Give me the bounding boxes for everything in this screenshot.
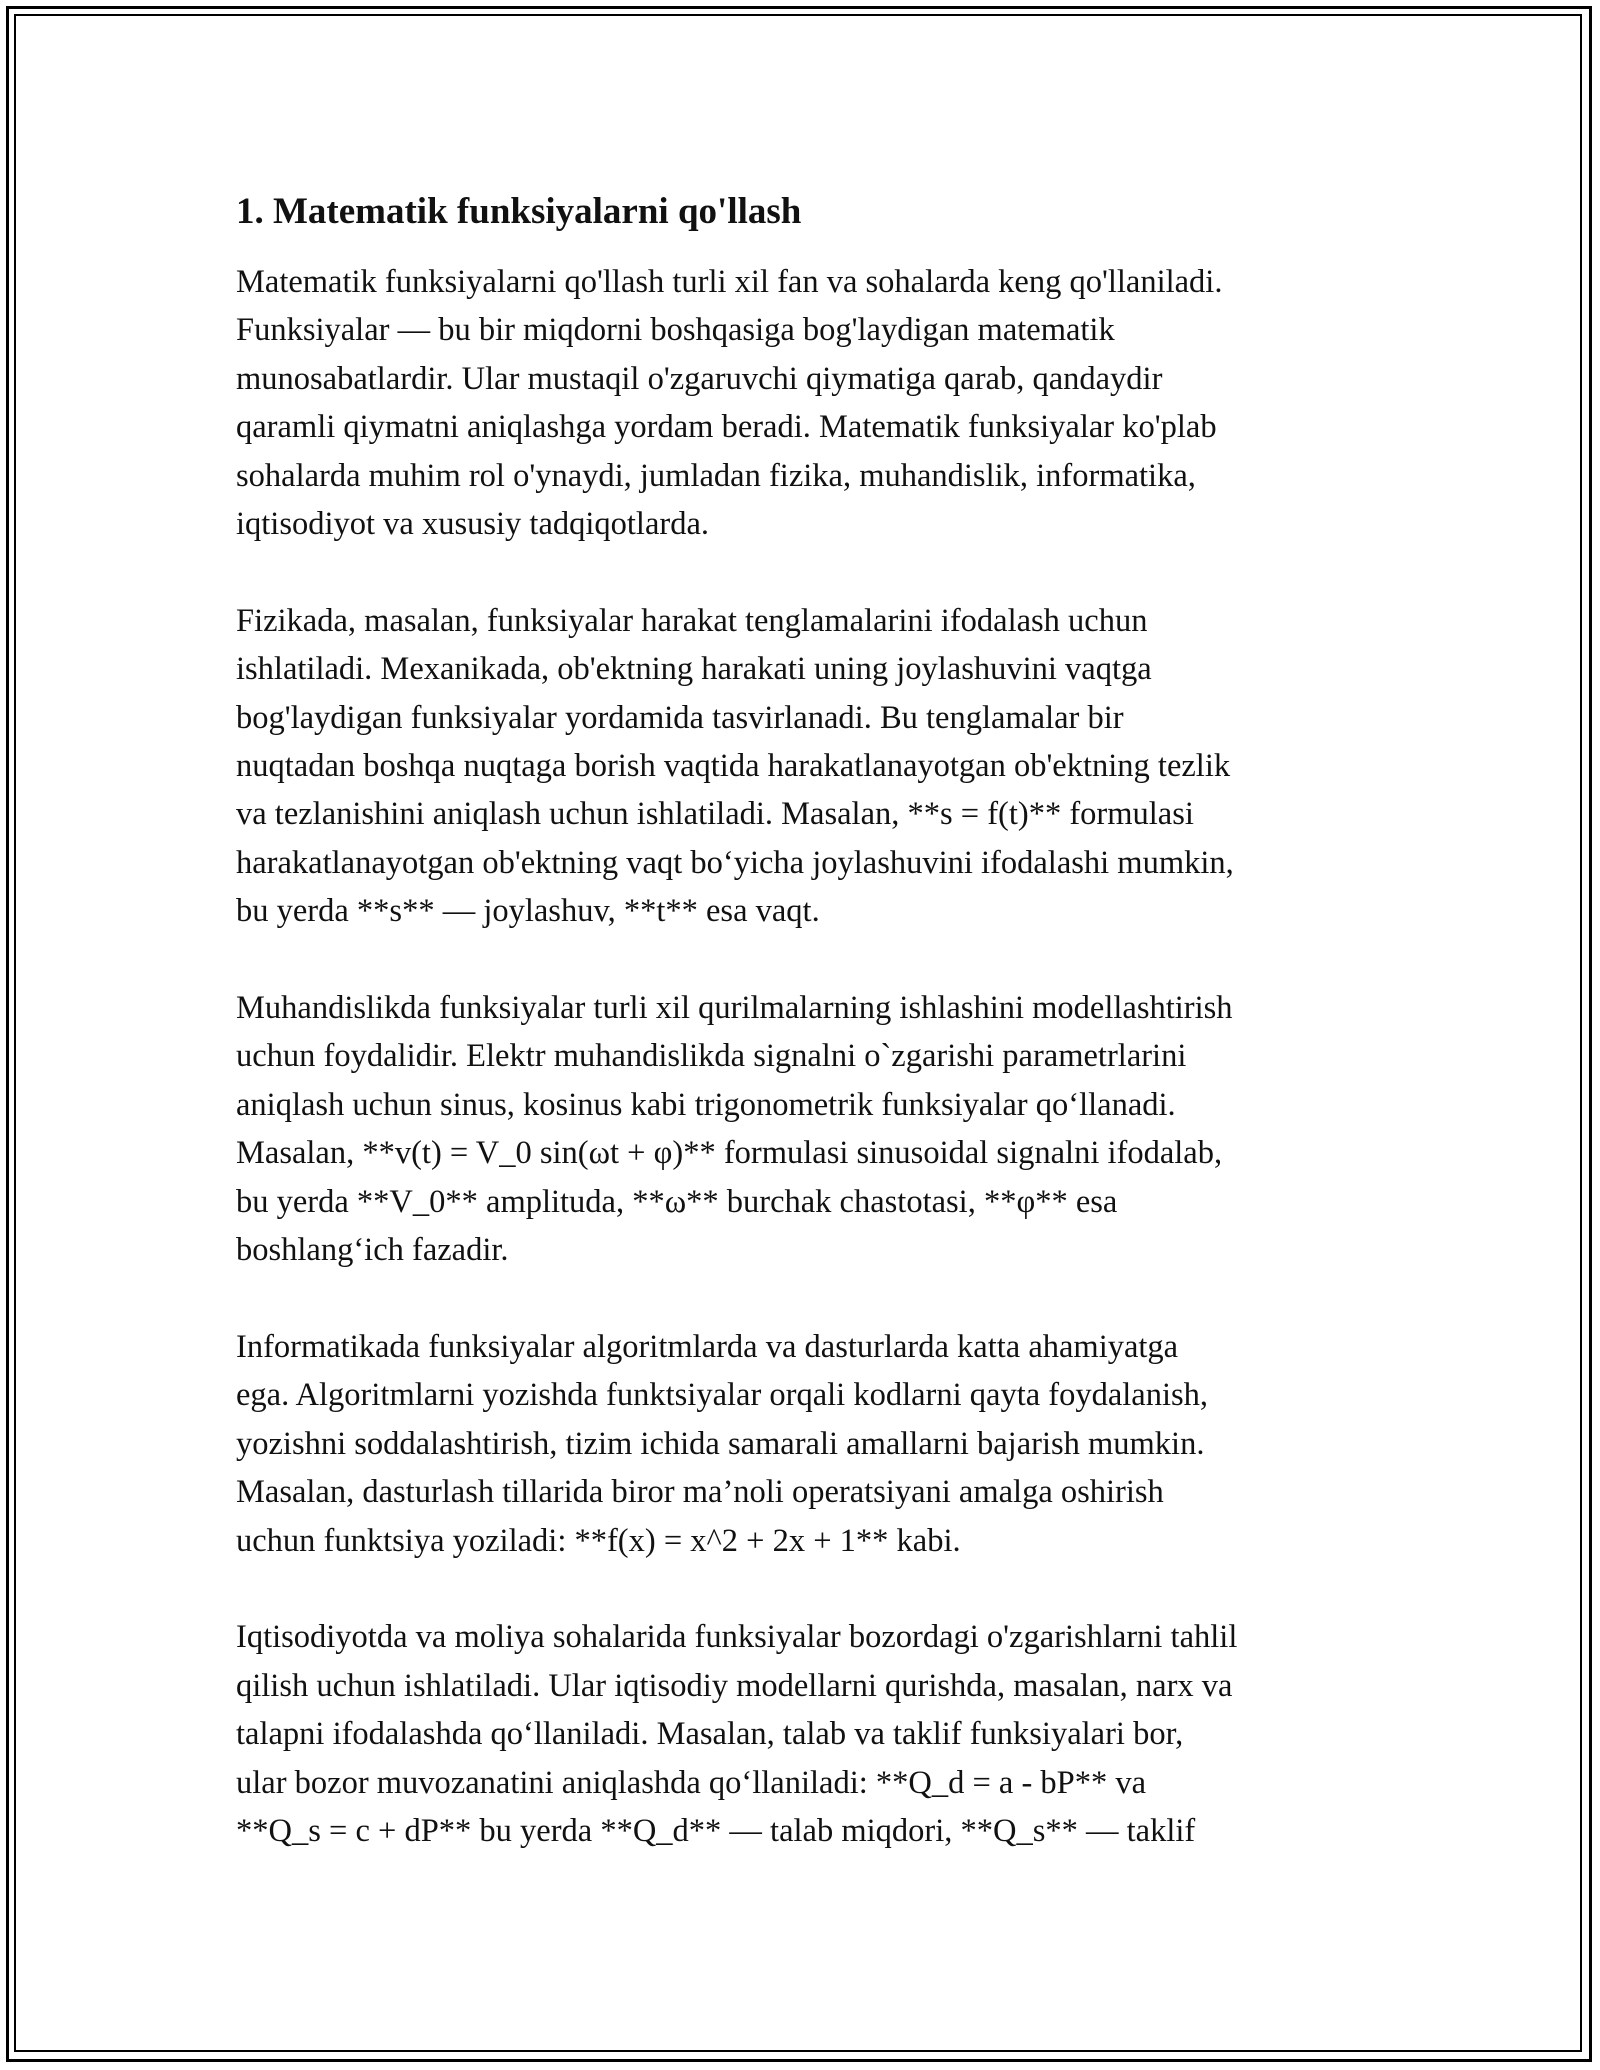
text-line: Masalan, dasturlash tillarida biror ma’noli operatsiyani amalga oshirish	[236, 1474, 1164, 1511]
text-line: iqtisodiyot va xususiy tadqiqotlarda.	[236, 506, 710, 543]
text-line: qaramli qiymatni aniqlashga yordam beradi. Matematik funksiyalar ko'plab	[236, 409, 1217, 446]
text-line: va tezlanishini aniqlash uchun ishlatiladi. Masalan, **s = f(t)** formulasi	[236, 796, 1194, 833]
text-line: munosabatlardir. Ular mustaqil o'zgaruvchi qiymatiga qarab, qandaydir	[236, 360, 1163, 397]
text-line: bog'laydigan funksiyalar yordamida tasvirlanadi. Bu tenglamalar bir	[236, 699, 1124, 736]
paragraph-economics	[236, 1613, 1386, 1855]
text-line: harakatlanayotgan ob'ektning vaqt bo‘yicha joylashuvini ifodalashi mumkin,	[236, 844, 1234, 881]
text-line: bu yerda **V_0** amplituda, **ω** burchak chastotasi, **φ** esa	[236, 1183, 1118, 1220]
paragraph-physics	[236, 597, 1386, 936]
text-line: boshlang‘ich fazadir.	[236, 1232, 509, 1269]
text-line: talapni ifodalashda qo‘llaniladi. Masalan, talab va taklif funksiyalari bor,	[236, 1716, 1184, 1753]
section-heading: 1. Matematik funksiyalarni qo'llash	[236, 191, 802, 232]
paragraph-intro	[236, 258, 1386, 548]
text-line: Muhandislikda funksiyalar turli xil qurilmalarning ishlashini modellashtirish	[236, 990, 1233, 1027]
text-line: uchun foydalidir. Elektr muhandislikda signalni o`zgarishi parametrlarini	[236, 1038, 1187, 1075]
text-line: Masalan, **v(t) = V_0 sin(ωt + φ)** formulasi sinusoidal signalni ifodalab,	[236, 1135, 1223, 1172]
text-line: Matematik funksiyalarni qo'llash turli xil fan va sohalarda keng qo'llaniladi.	[236, 264, 1223, 300]
text-line: nuqtadan boshqa nuqtaga borish vaqtida harakatlanayotgan ob'ektning tezlik	[236, 748, 1231, 785]
document-page	[236, 186, 1386, 1904]
text-line: uchun funktsiya yoziladi: **f(x) = x^2 + 2x + 1** kabi.	[236, 1522, 961, 1559]
text-line: ishlatiladi. Mexanikada, ob'ektning harakati uning joylashuvini vaqtga	[236, 651, 1152, 688]
text-line: qilish uchun ishlatiladi. Ular iqtisodiy modellarni qurishda, masalan, narx va	[236, 1667, 1233, 1704]
paragraph-informatics	[236, 1323, 1386, 1565]
text-line: bu yerda **s** — joylashuv, **t** esa vaqt.	[236, 893, 820, 930]
paragraph-engineering	[236, 984, 1386, 1274]
text-line: **Q_s = c + dP** bu yerda **Q_d** — talab miqdori, **Q_s** — taklif	[236, 1812, 1196, 1849]
text-line: Funksiyalar — bu bir miqdorni boshqasiga bog'laydigan matematik	[236, 312, 1115, 349]
text-line: Iqtisodiyotda va moliya sohalarida funksiyalar bozordagi o'zgarishlarni tahlil	[236, 1619, 1238, 1656]
text-line: Fizikada, masalan, funksiyalar harakat tenglamalarini ifodalash uchun	[236, 602, 1148, 639]
text-line: yozishni soddalashtirish, tizim ichida samarali amallarni bajarish mumkin.	[236, 1425, 1205, 1462]
text-line: aniqlash uchun sinus, kosinus kabi trigonometrik funksiyalar qo‘llanadi.	[236, 1086, 1176, 1123]
text-line: ega. Algoritmlarni yozishda funktsiyalar orqali kodlarni qayta foydalanish,	[236, 1377, 1209, 1414]
text-line: sohalarda muhim rol o'ynaydi, jumladan fizika, muhandislik, informatika,	[236, 457, 1196, 494]
text-line: Informatikada funksiyalar algoritmlarda va dasturlarda katta ahamiyatga	[236, 1328, 1179, 1365]
text-line: ular bozor muvozanatini aniqlashda qo‘llaniladi: **Q_d = a - bP** va	[236, 1764, 1147, 1801]
